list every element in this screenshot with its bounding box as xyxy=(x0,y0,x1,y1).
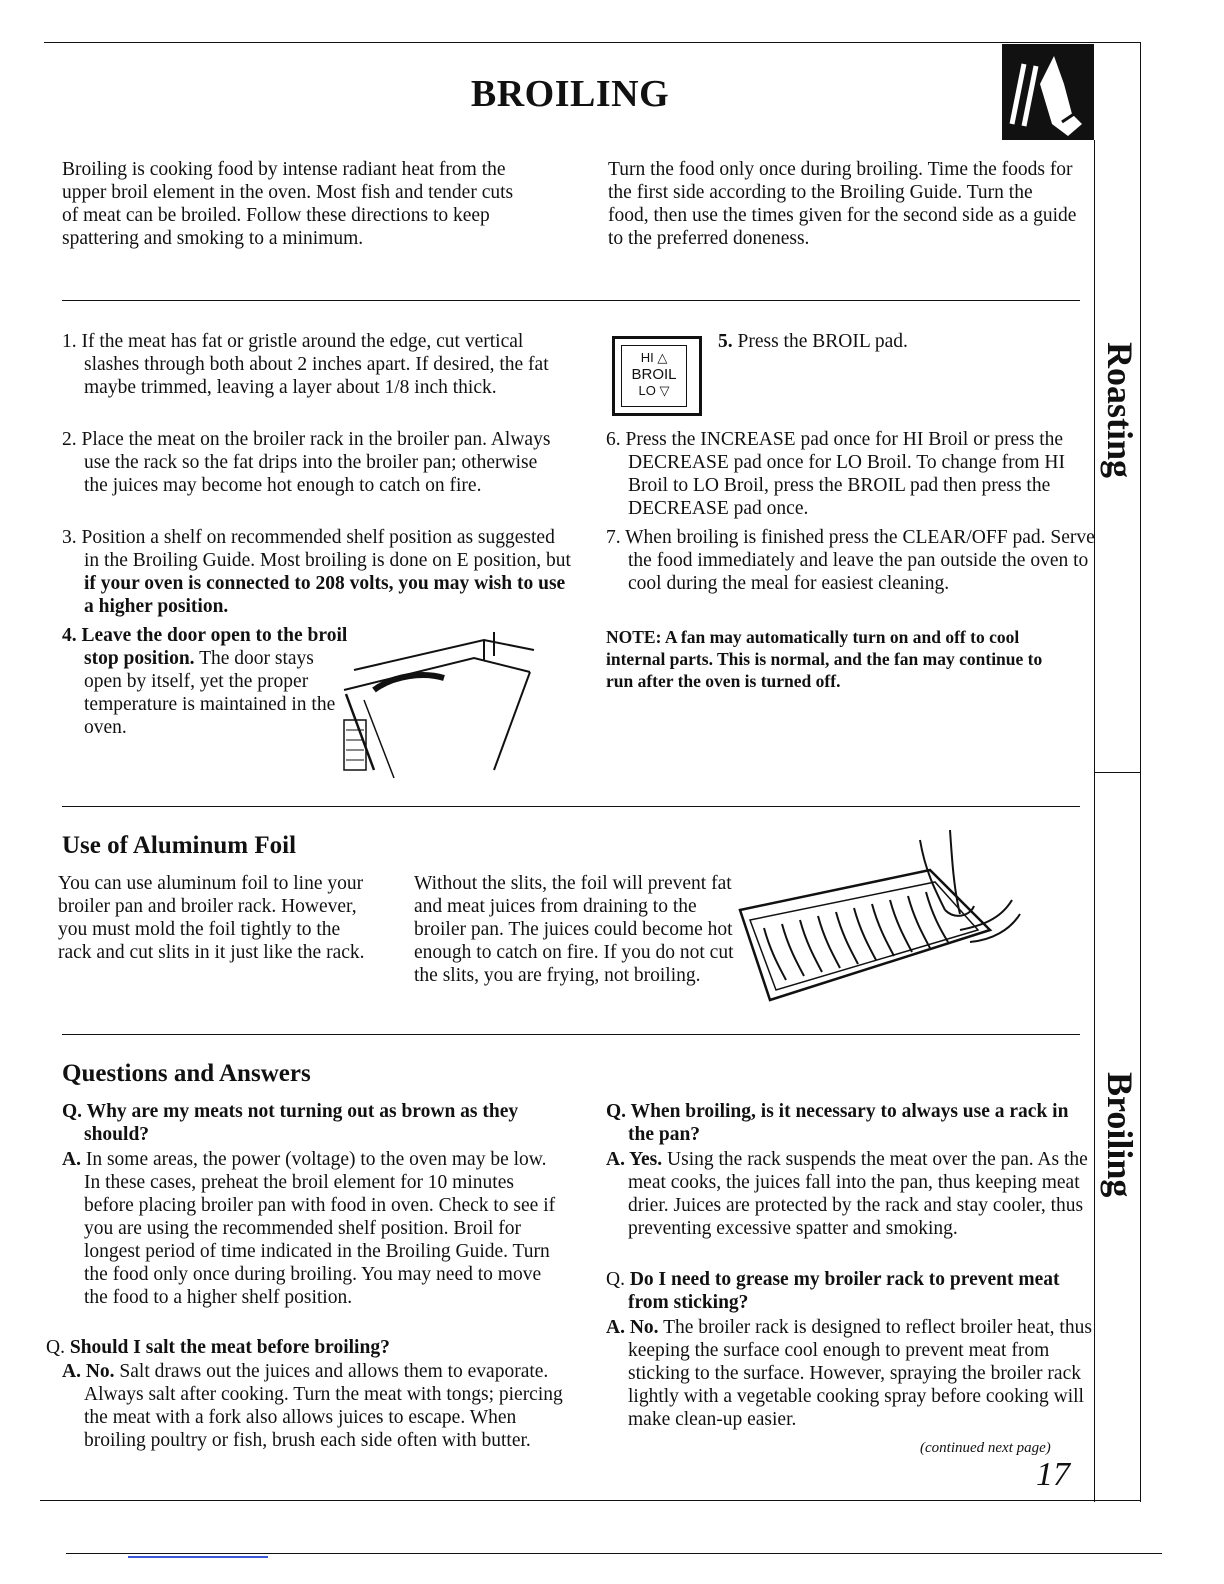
step-2: 2. Place the meat on the broiler rack in the broiler pan. Always use the rack so the fat drips into the broiler pan; otherwise the juices may become hot enough to catch on fire. xyxy=(62,429,551,496)
side-tab-roasting: Roasting xyxy=(1100,341,1140,479)
answer-4: A. No. The broiler rack is designed to reflect broiler heat, thus keeping the surface cool enough to prevent meat from sticking to the surface. However, spraying the broiler rack lightly with a vegetable cooking spray before cooking will make clean-up easier. xyxy=(606,1317,1092,1430)
steps-rule xyxy=(62,806,1080,807)
answer-3: A. Yes. Using the rack suspends the meat over the pan. As the meat cooks, the juices fall into the pan, thus keeping meat drier. Juices are protected by the rack and stay cooler, thus preventing excessive spatter and smoking. xyxy=(606,1149,1088,1239)
foil-heading: Use of Aluminum Foil xyxy=(62,832,297,859)
broil-pad-label: BROIL xyxy=(631,366,677,383)
fan-note: NOTE: A fan may automatically turn on and off to cool internal parts. This is normal, and the fan may continue to run after the oven is turned off. xyxy=(606,627,1043,691)
answer-2: A. No. Salt draws out the juices and allows them to evaporate. Always salt after cooking. Turn the meat with tongs; piercing the meat with a fork also allows juices to escape. When broiling poultry or fish, brush each side often with butter. xyxy=(62,1361,563,1451)
question-2: Q. Should I salt the meat before broiling? xyxy=(46,1337,390,1358)
broil-pad-hi: HI △ xyxy=(640,350,668,365)
step-7: 7. When broiling is finished press the CLEAR/OFF pad. Serve the food immediately and leave the pan outside the oven to cool during the meal for easiest cleaning. xyxy=(606,527,1095,594)
step-5: 5. Press the BROIL pad. xyxy=(718,331,908,352)
side-tab-broiling: Broiling xyxy=(1100,1072,1140,1198)
foil-right: Without the slits, the foil will prevent fat and meat juices from draining to the broiler pan. The juices could become hot enough to catch on fire. If you do not cut the slits, you are frying, not broiling. xyxy=(414,873,734,986)
question-1: Q. Why are my meats not turning out as brown as they should? xyxy=(62,1101,519,1145)
broil-pad-lo: LO ▽ xyxy=(638,383,670,398)
answer-1: A. In some areas, the power (voltage) to the oven may be low. In these cases, preheat the broil element for 10 minutes before placing broiler pan with food in oven. Check to see if you are using the recommended shelf position. Broil for longest period of time indicated in the Broiling Guide. Turn the food only once during broiling. You may need to move the food to a higher shelf position. xyxy=(62,1149,556,1308)
tab-separator xyxy=(1094,772,1140,773)
step-3: 3. Position a shelf on recommended shelf position as suggested in the Broiling Guide. Most broiling is done on E position, but if your oven is connected to 208 volts, you may wish to use a higher position. xyxy=(62,527,571,617)
broil-pad xyxy=(612,336,702,416)
oven-door-illustration xyxy=(334,620,544,780)
foil-rule xyxy=(62,1034,1080,1035)
right-border xyxy=(1140,42,1141,1502)
broiler-rack-illustration xyxy=(730,830,1030,1014)
question-4: Q. Do I need to grease my broiler rack to prevent meat from sticking? xyxy=(606,1269,1060,1313)
intro-right: Turn the food only once during broiling. Time the foods for the first side according to the Broiling Guide. Turn the food, then use the times given for the second side as a guide to the preferred doneness. xyxy=(608,159,1077,249)
top-rule xyxy=(44,42,1140,43)
page-title: BROILING xyxy=(470,73,670,115)
down-arrow-icon: ▽ xyxy=(659,383,670,398)
step-1: 1. If the meat has fat or gristle around the edge, cut vertical slashes through both about 2 inches apart. If desired, the fat maybe trimmed, leaving a layer about 1/8 inch thick. xyxy=(62,331,549,398)
bottom-rule xyxy=(40,1500,1140,1501)
intro-rule xyxy=(62,300,1080,301)
qa-heading: Questions and Answers xyxy=(62,1060,311,1087)
footer-rule xyxy=(66,1553,1162,1554)
question-3: Q. When broiling, is it necessary to always use a rack in the pan? xyxy=(606,1101,1069,1145)
foil-left: You can use aluminum foil to line your broiler pan and broiler rack. However, you must mold the foil tightly to the rack and cut slits in it just like the rack. xyxy=(58,873,365,963)
broil-pad-inner xyxy=(621,345,687,407)
step-4: 4. Leave the door open to the broil stop position. The door stays open by itself, yet the proper temperature is maintained in the oven. xyxy=(62,625,348,738)
up-arrow-icon: △ xyxy=(657,350,668,365)
page-number: 17 xyxy=(1036,1456,1070,1493)
step-6: 6. Press the INCREASE pad once for HI Broil or press the DECREASE pad once for LO Broil. To change from HI Broil to LO Broil, press the BROIL pad then press the DECREASE pad once. xyxy=(606,429,1065,519)
continued-note: (continued next page) xyxy=(920,1440,1051,1456)
intro-left: Broiling is cooking food by intense radiant heat from the upper broil element in the oven. Most fish and tender cuts of meat can be broiled. Follow these directions to keep spattering and smoking to a minimum. xyxy=(62,159,514,249)
footer-link-mark xyxy=(128,1556,268,1558)
